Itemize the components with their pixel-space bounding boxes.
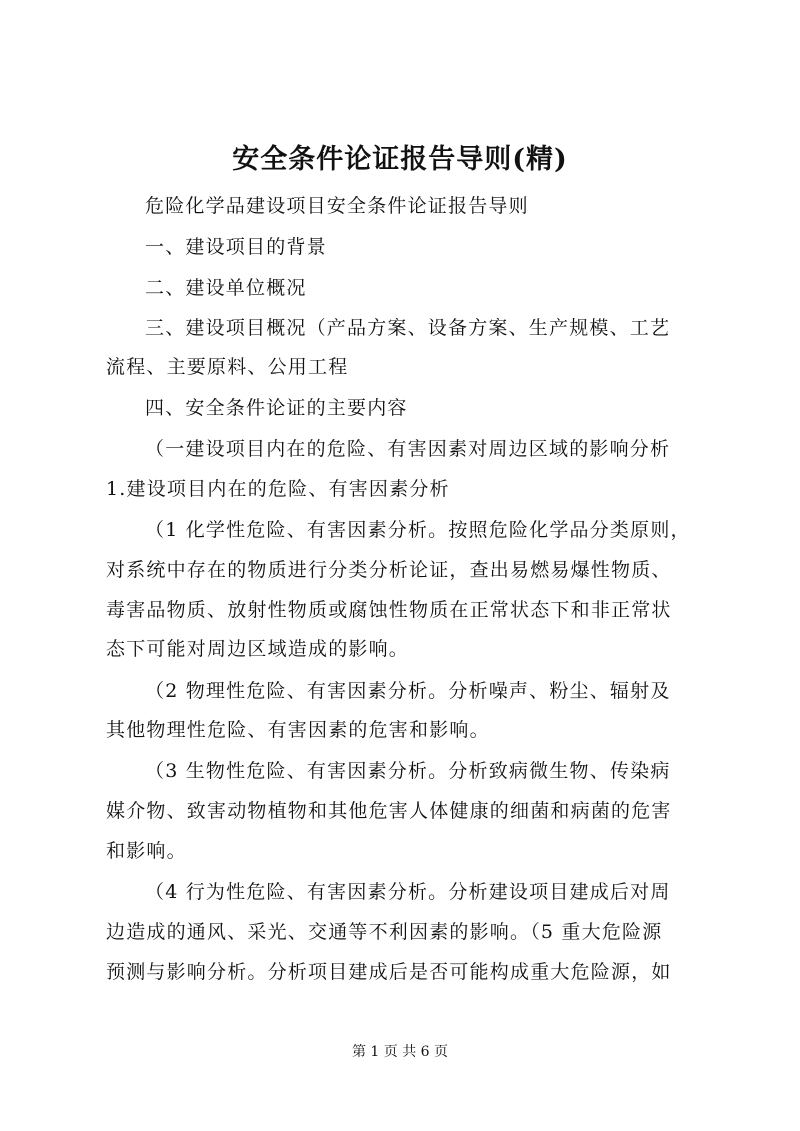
- text-line-para-physical: （2 物理性危险、有害因素分析。分析噪声、粉尘、辐射及: [145, 680, 671, 702]
- text-line-section-2: 二、建设单位概况: [145, 277, 307, 299]
- text-line-section-3-cont: 流程、主要原料、公用工程: [106, 356, 349, 378]
- text-line-para-biological-2: 媒介物、致害动物植物和其他危害人体健康的细菌和病菌的危害: [106, 800, 672, 822]
- text-line-para-biological-3: 和影响。: [106, 840, 187, 862]
- text-line-para-behavioral-3: 预测与影响分析。分析项目建成后是否可能构成重大危险源，如: [106, 961, 672, 983]
- document-title: 安全条件论证报告导则(精): [232, 144, 568, 175]
- text-line-subtitle: 危险化学品建设项目安全条件论证报告导则: [145, 195, 529, 217]
- text-line-para-behavioral-2: 边造成的通风、采光、交通等不利因素的影响。（5 重大危险源: [106, 921, 663, 943]
- text-line-para-chemical-3: 毒害品物质、放射性物质或腐蚀性物质在正常状态下和非正常状: [106, 599, 672, 621]
- text-line-para-physical-2: 其他物理性危险、有害因素的危害和影响。: [106, 719, 490, 741]
- text-line-para-biological: （3 生物性危险、有害因素分析。分析致病微生物、传染病: [145, 760, 671, 782]
- text-line-subsection-1: （一建设项目内在的危险、有害因素对周边区域的影响分析: [145, 438, 671, 460]
- text-line-para-chemical: （1 化学性危险、有害因素分析。按照危险化学品分类原则，: [145, 519, 691, 541]
- text-line-para-chemical-2: 对系统中存在的物质进行分类分析论证，查出易燃易爆性物质、: [106, 559, 672, 581]
- text-line-item-1: 1.建设项目内在的危险、有害因素分析: [106, 478, 450, 500]
- text-line-section-1: 一、建设项目的背景: [145, 236, 327, 258]
- text-line-para-behavioral: （4 行为性危险、有害因素分析。分析建设项目建成后对周: [145, 881, 671, 903]
- text-line-para-chemical-4: 态下可能对周边区域造成的影响。: [106, 638, 410, 660]
- page-number-footer: 第 1 页 共 6 页: [351, 1044, 449, 1060]
- text-line-section-3: 三、建设项目概况（产品方案、设备方案、生产规模、工艺: [145, 317, 671, 339]
- text-line-section-4: 四、安全条件论证的主要内容: [145, 397, 408, 419]
